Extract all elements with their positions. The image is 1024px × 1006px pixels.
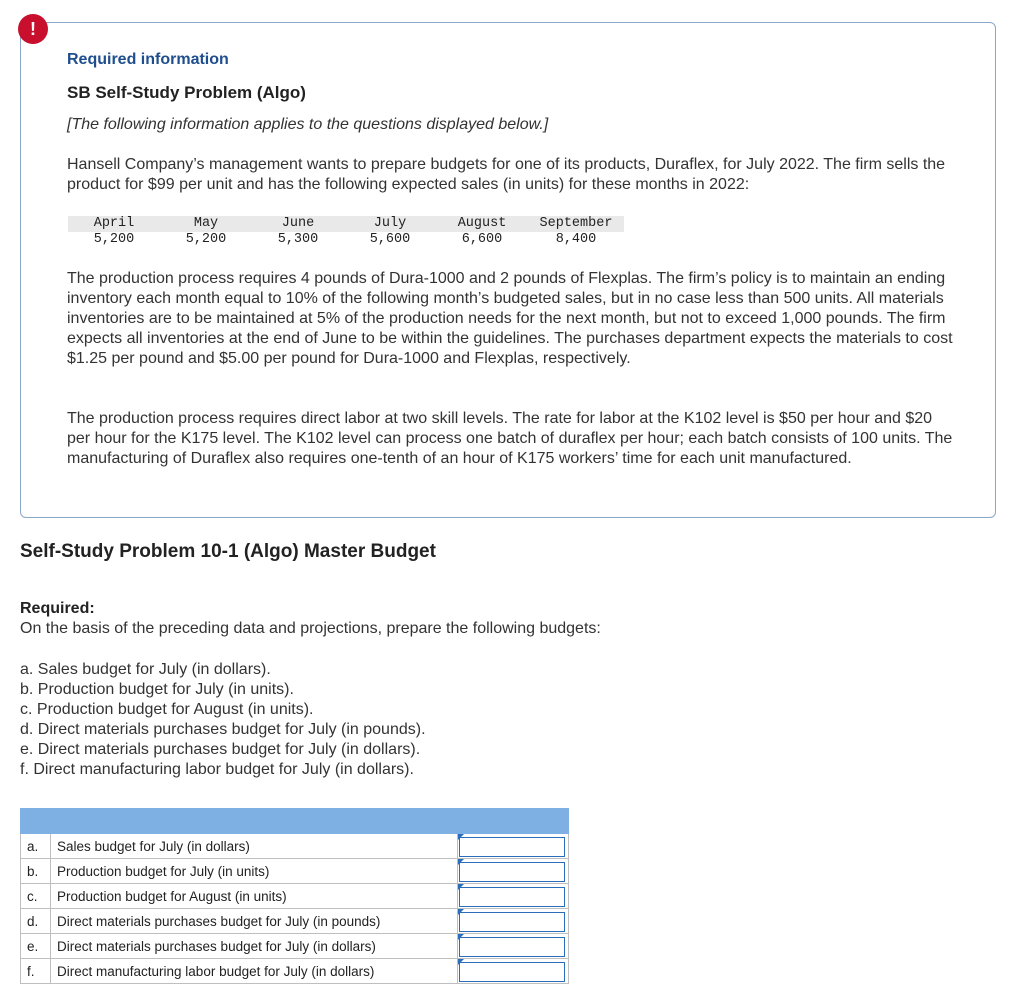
- labor-dollars-input[interactable]: [459, 962, 565, 982]
- month-header: September: [528, 216, 624, 232]
- row-label: Direct materials purchases budget for July (in pounds): [51, 909, 458, 934]
- table-row: [21, 959, 569, 984]
- list-item: c. Production budget for August (in units).: [20, 701, 314, 718]
- sales-units: 8,400: [555, 232, 597, 247]
- list-item: d. Direct materials purchases budget for July (in pounds).: [20, 721, 426, 738]
- flag-icon: [458, 859, 464, 865]
- row-label: Production budget for July (in units): [51, 859, 458, 884]
- list-item: e. Direct materials purchases budget for July (in dollars).: [20, 741, 421, 758]
- production-july-input[interactable]: [459, 862, 565, 882]
- exclamation-icon: !: [18, 14, 48, 44]
- row-label: Sales budget for July (in dollars): [51, 834, 458, 859]
- month-header: August: [436, 216, 528, 232]
- problem-title: SB Self-Study Problem (Algo): [67, 83, 306, 102]
- row-letter: b.: [21, 859, 51, 884]
- materials-dollars-input[interactable]: [459, 937, 565, 957]
- list-item: b. Production budget for July (in units).: [20, 681, 294, 698]
- sales-units: 5,600: [369, 232, 411, 247]
- section-title: Self-Study Problem 10-1 (Algo) Master Budget: [20, 541, 436, 562]
- table-row: [21, 909, 569, 934]
- required-label: Required:: [20, 600, 95, 617]
- row-letter: c.: [21, 884, 51, 909]
- production-august-input[interactable]: [459, 887, 565, 907]
- intro-paragraph: Hansell Company’s management wants to prepare budgets for one of its products, Duraflex, for July 2022. The firm sells the product for $99 per unit and has the following expected sales (in units) for these months in 2022:: [67, 156, 946, 193]
- month-header: July: [344, 216, 436, 232]
- row-letter: d.: [21, 909, 51, 934]
- month-header: April: [68, 216, 160, 232]
- flag-icon: [458, 909, 464, 915]
- flag-icon: [458, 834, 464, 840]
- table-row: [21, 884, 569, 909]
- month-header: June: [252, 216, 344, 232]
- row-letter: f.: [21, 959, 51, 984]
- list-item: f. Direct manufacturing labor budget for July (in dollars).: [20, 761, 414, 778]
- materials-paragraph: The production process requires 4 pounds of Dura-1000 and 2 pounds of Flexplas. The firm’s policy is to maintain an ending inventory each month equal to 10% of the following month’s budgeted sales, but in no case less than 500 units. All materials inventories are to be maintained at 5% of the production needs for the next month, but not to exceed 1,000 pounds. The firm expects all inventories at the end of June to be within the guidelines. The purchases department expects the materials to cost $1.25 per pound and $5.00 per pound for Dura-1000 and Flexplas, respectively.: [67, 270, 953, 367]
- flag-icon: [458, 884, 464, 890]
- row-letter: a.: [21, 834, 51, 859]
- materials-pounds-input[interactable]: [459, 912, 565, 932]
- table-row: [21, 834, 569, 859]
- sales-units: 5,200: [185, 232, 227, 247]
- sales-units: 5,200: [93, 232, 135, 247]
- labor-paragraph: The production process requires direct labor at two skill levels. The rate for labor at the K102 level is $50 per hour and $20 per hour for the K175 level. The K102 level can process one batch of duraflex per hour; each batch consists of 100 units. The manufacturing of Duraflex also requires one-tenth of an hour of K175 workers’ time for each unit manufactured.: [67, 410, 953, 467]
- flag-icon: [458, 934, 464, 940]
- expected-sales-table: [68, 216, 624, 248]
- row-label: Direct materials purchases budget for July (in dollars): [51, 934, 458, 959]
- required-information-heading: Required information: [67, 51, 229, 68]
- row-label: Direct manufacturing labor budget for July (in dollars): [51, 959, 458, 984]
- answer-table: [20, 808, 569, 984]
- required-instructions: On the basis of the preceding data and projections, prepare the following budgets:: [20, 620, 601, 637]
- sales-budget-input[interactable]: [459, 837, 565, 857]
- flag-icon: [458, 959, 464, 965]
- answer-table-header: [21, 809, 569, 834]
- sales-units: 5,300: [277, 232, 319, 247]
- row-letter: e.: [21, 934, 51, 959]
- month-header: May: [160, 216, 252, 232]
- row-label: Production budget for August (in units): [51, 884, 458, 909]
- table-row: [21, 859, 569, 884]
- sales-units: 6,600: [461, 232, 503, 247]
- applies-note: [The following information applies to the questions displayed below.]: [67, 116, 549, 133]
- table-row: [21, 934, 569, 959]
- task-list: [20, 660, 426, 780]
- list-item: a. Sales budget for July (in dollars).: [20, 661, 271, 678]
